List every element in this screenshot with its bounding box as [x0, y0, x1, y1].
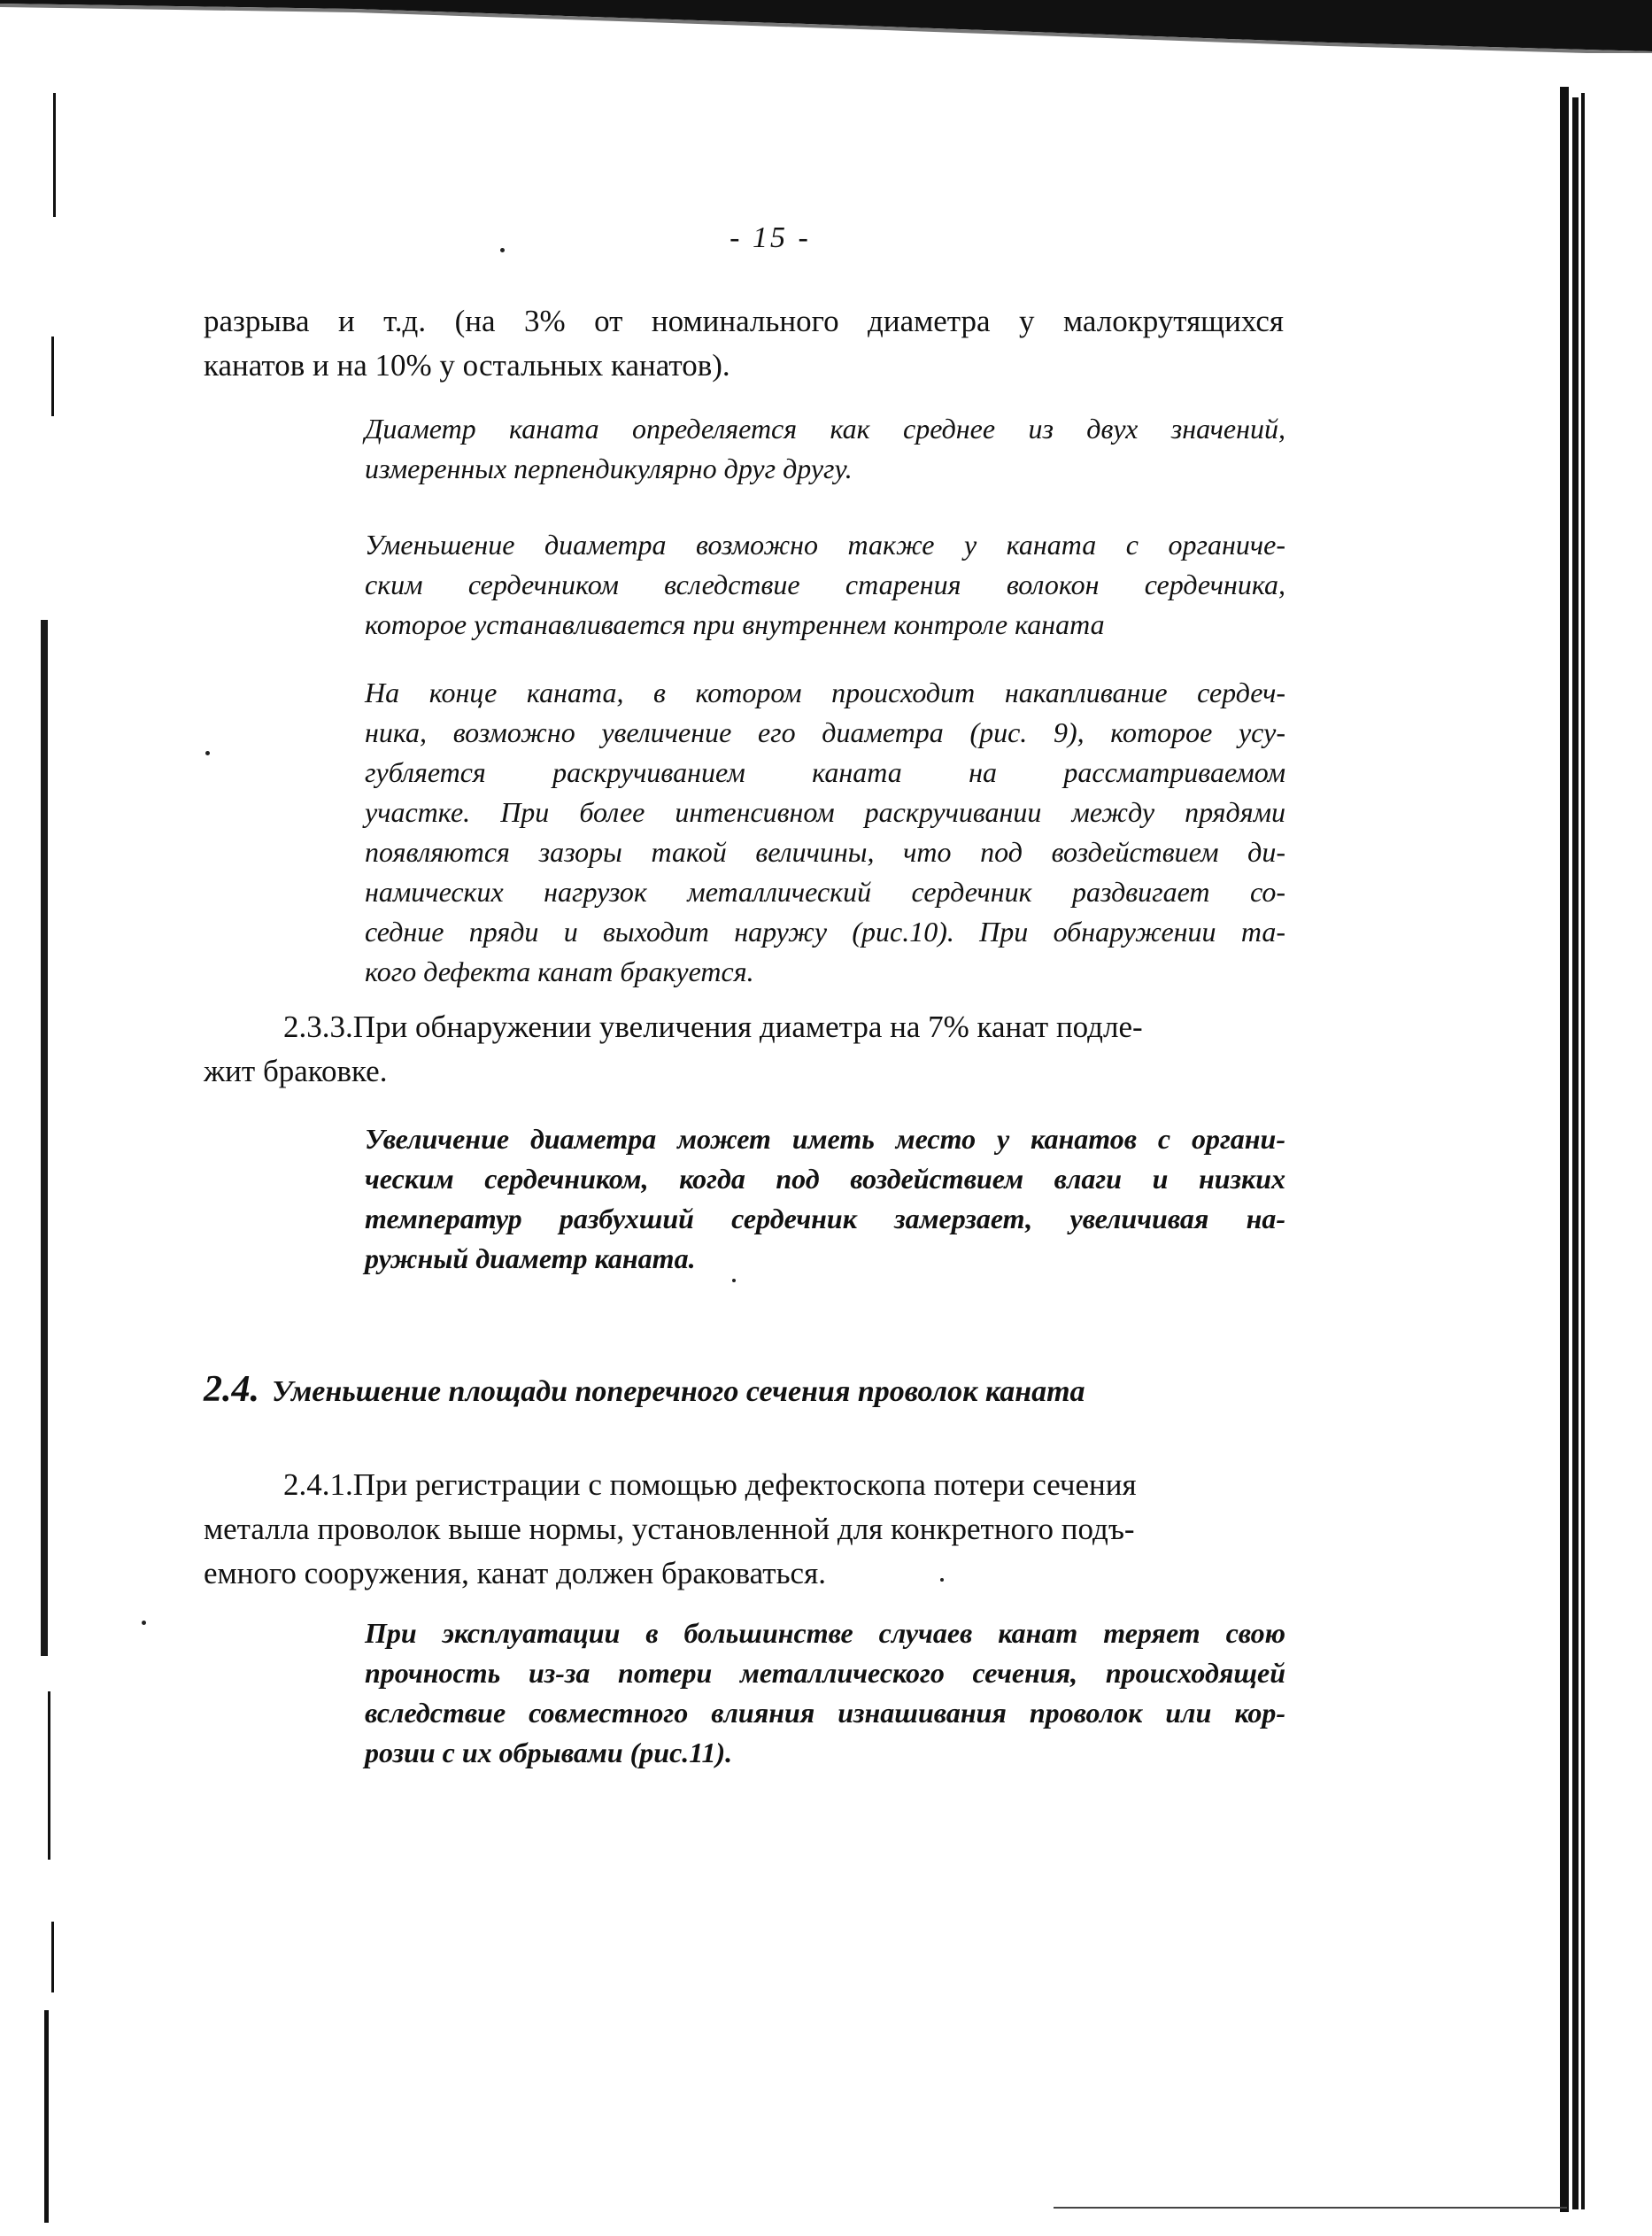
- text-line: ружный диаметр каната.: [365, 1242, 696, 1274]
- text-line: жит браковке.: [204, 1054, 388, 1088]
- text-line: розии с их обрывами (рис.11).: [365, 1737, 733, 1768]
- section-heading: [204, 1368, 1301, 1411]
- text-line: 2.4.1.При регистрации с помощью дефектоскопа потери сечения: [283, 1467, 1137, 1502]
- text-line: При эксплуатации в большинстве случаев канат теряет свою: [365, 1617, 1285, 1649]
- italic-note: [365, 1613, 1285, 1773]
- body-paragraph: [204, 299, 1284, 388]
- text-line: ника, возможно увеличение его диаметра (рис. 9), которое усу-: [365, 716, 1285, 748]
- section-number: 2.4.: [204, 1369, 259, 1410]
- text-line: губляется раскручиванием каната на рассматриваемом: [365, 756, 1285, 788]
- scan-top-edge: [0, 0, 1652, 53]
- section-title: Уменьшение площади поперечного сечения проволок каната: [272, 1375, 1085, 1408]
- text-line: седние пряди и выходит наружу (рис.10). При обнаружении та-: [365, 916, 1285, 948]
- text-line: емного сооружения, канат должен браковаться.: [204, 1556, 826, 1590]
- text-line: Увеличение диаметра может иметь место у канатов с органи-: [365, 1123, 1285, 1155]
- text-line: На конце каната, в котором происходит накапливание сердеч-: [365, 677, 1285, 708]
- scan-speck: [732, 1279, 736, 1282]
- italic-note: [365, 525, 1285, 645]
- text-line: температур разбухший сердечник замерзает, увеличивая на-: [365, 1203, 1285, 1234]
- text-line: намических нагрузок металлический сердечник раздвигает со-: [365, 876, 1285, 908]
- scan-right-edge-bar: [1572, 97, 1579, 2209]
- italic-note: [365, 1119, 1285, 1279]
- text-line: 2.3.3.При обнаружении увеличения диаметра на 7% канат подле-: [283, 1010, 1143, 1044]
- scan-left-edge-line: [53, 93, 56, 217]
- text-line: разрыва и т.д. (на 3% от номинального диаметра у малокрутящихся: [204, 304, 1284, 338]
- body-paragraph: [204, 1005, 1284, 1094]
- text-line: вследствие совместного влияния изнашивания проволок или кор-: [365, 1697, 1285, 1729]
- text-line: Уменьшение диаметра возможно также у каната с органиче-: [365, 529, 1285, 561]
- scan-right-edge-bar: [1581, 93, 1585, 2209]
- scan-speck: [205, 751, 210, 755]
- text-line: канатов и на 10% у остальных канатов).: [204, 348, 730, 383]
- scan-right-edge-bar: [1560, 87, 1569, 2212]
- text-line: Диаметр каната определяется как среднее из двух значений,: [365, 413, 1285, 445]
- scan-left-edge-line: [48, 1691, 50, 1860]
- scan-speck: [142, 1621, 146, 1625]
- body-paragraph: [204, 1463, 1284, 1596]
- text-line: которое устанавливается при внутреннем контроле каната: [365, 608, 1105, 640]
- page-number: - 15 -: [730, 221, 811, 254]
- text-line: ческим сердечником, когда под воздействием влаги и низких: [365, 1163, 1285, 1195]
- scan-left-edge-line: [51, 1922, 54, 1992]
- italic-note: [365, 409, 1285, 489]
- scan-bottom-line: [1054, 2207, 1567, 2209]
- scan-left-edge-line: [44, 2010, 49, 2223]
- text-line: ским сердечником вследствие старения волокон сердечника,: [365, 569, 1285, 600]
- text-line: участке. При более интенсивном раскручивании между прядями: [365, 796, 1285, 828]
- scan-left-edge-line: [51, 337, 54, 416]
- text-line: измеренных перпендикулярно друг другу.: [365, 453, 853, 484]
- scan-left-edge-line: [41, 620, 48, 1656]
- text-line: появляются зазоры такой величины, что под воздействием ди-: [365, 836, 1285, 868]
- text-line: металла проволок выше нормы, установленной для конкретного подъ-: [204, 1512, 1135, 1546]
- text-line: кого дефекта канат бракуется.: [365, 956, 754, 987]
- italic-note: [365, 673, 1285, 992]
- text-line: прочность из-за потери металлического сечения, происходящей: [365, 1657, 1285, 1689]
- scan-speck: [500, 248, 505, 252]
